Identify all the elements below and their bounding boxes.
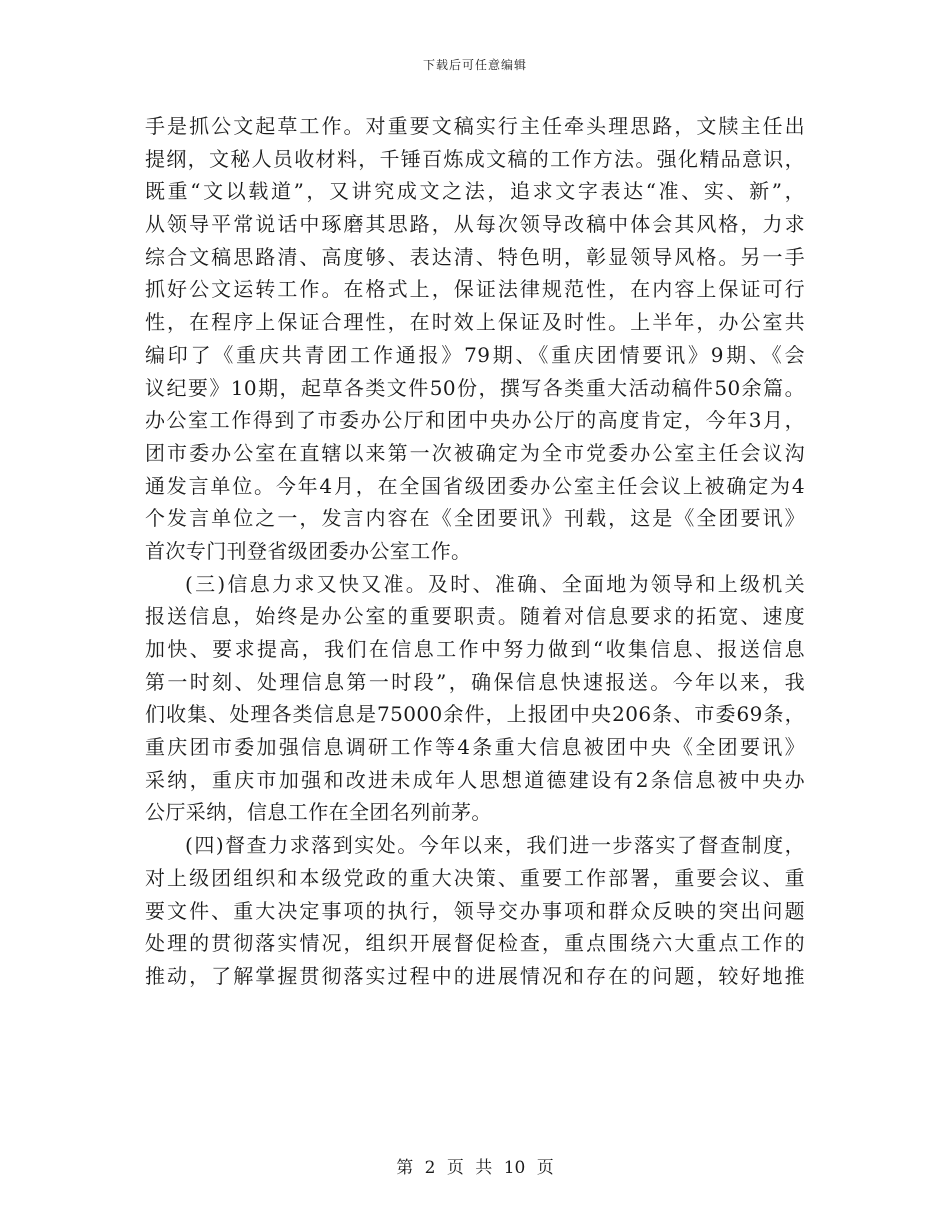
body-line: 手是抓公文起草工作。对重要文稿实行主任牵头理思路，文牍主任出 [145, 114, 805, 138]
body-line: 采纳，重庆市加强和改进未成年人思想道德建设有2条信息被中央办 [145, 767, 805, 792]
body-line: 办公室工作得到了市委办公厅和团中央办公厅的高度肯定，今年3月， [145, 408, 805, 433]
body-line: 个发言单位之一，发言内容在《全团要讯》刊载，这是《全团要讯》 [145, 506, 805, 531]
document-body [145, 110, 805, 993]
section-heading-line: (三)信息力求又快又准。及时、准确、全面地为领导和上级机关 [185, 571, 805, 596]
body-line: 抓好公文运转工作。在格式上，保证法律规范性，在内容上保证可行 [145, 277, 805, 302]
body-line: 重庆团市委加强信息调研工作等4条重大信息被团中央《全团要讯》 [145, 735, 805, 760]
section-heading-line: (四)督查力求落到实处。今年以来，我们进一步落实了督查制度， [185, 833, 805, 858]
body-line: 对上级团组织和本级党政的重大决策、重要工作部署，重要会议、重 [145, 865, 805, 890]
body-line: 处理的贯彻落实情况，组织开展督促检查，重点围绕六大重点工作的 [145, 931, 805, 956]
body-line: 性，在程序上保证合理性，在时效上保证及时性。上半年，办公室共 [145, 310, 805, 335]
body-line: 议纪要》10期，起草各类文件50份，撰写各类重大活动稿件50余篇。 [145, 375, 805, 400]
body-line: 提纲，文秘人员收材料，千锤百炼成文稿的工作方法。强化精品意识， [145, 146, 805, 171]
page-number-footer: 第 2 页 共 10 页 [396, 1158, 554, 1178]
body-line: 们收集、处理各类信息是75000余件，上报团中央206条、市委69条， [145, 702, 805, 727]
body-line: 加快、要求提高，我们在信息工作中努力做到“收集信息、报送信息 [145, 637, 805, 661]
body-line: 从领导平常说话中琢磨其思路，从每次领导改稿中体会其风格，力求 [145, 212, 805, 237]
page-header: 下载后可任意编辑 [422, 58, 527, 72]
body-line: 通发言单位。今年4月，在全国省级团委办公室主任会议上被确定为4 [145, 473, 805, 498]
body-line: 要文件、重大决定事项的执行，领导交办事项和群众反映的突出问题 [145, 898, 805, 923]
body-line: 团市委办公室在直辖以来第一次被确定为全市党委办公室主任会议沟 [145, 440, 805, 465]
body-line: 第一时刻、处理信息第一时段”，确保信息快速报送。今年以来，我 [145, 669, 805, 694]
body-line: 首次专门刊登省级团委办公室工作。 [145, 538, 472, 563]
body-line: 公厅采纳，信息工作在全团名列前茅。 [145, 800, 492, 825]
body-line: 综合文稿思路清、高度够、表达清、特色明，彰显领导风格。另一手 [145, 244, 805, 269]
body-line: 编印了《重庆共青团工作通报》79期、《重庆团情要讯》9期、《会 [145, 342, 805, 367]
body-line: 报送信息，始终是办公室的重要职责。随着对信息要求的拓宽、速度 [145, 604, 805, 629]
body-line: 既重“文以载道”，又讲究成文之法，追求文字表达“准、实、新”， [145, 179, 805, 204]
body-line: 推动，了解掌握贯彻落实过程中的进展情况和存在的问题，较好地推 [145, 963, 805, 988]
